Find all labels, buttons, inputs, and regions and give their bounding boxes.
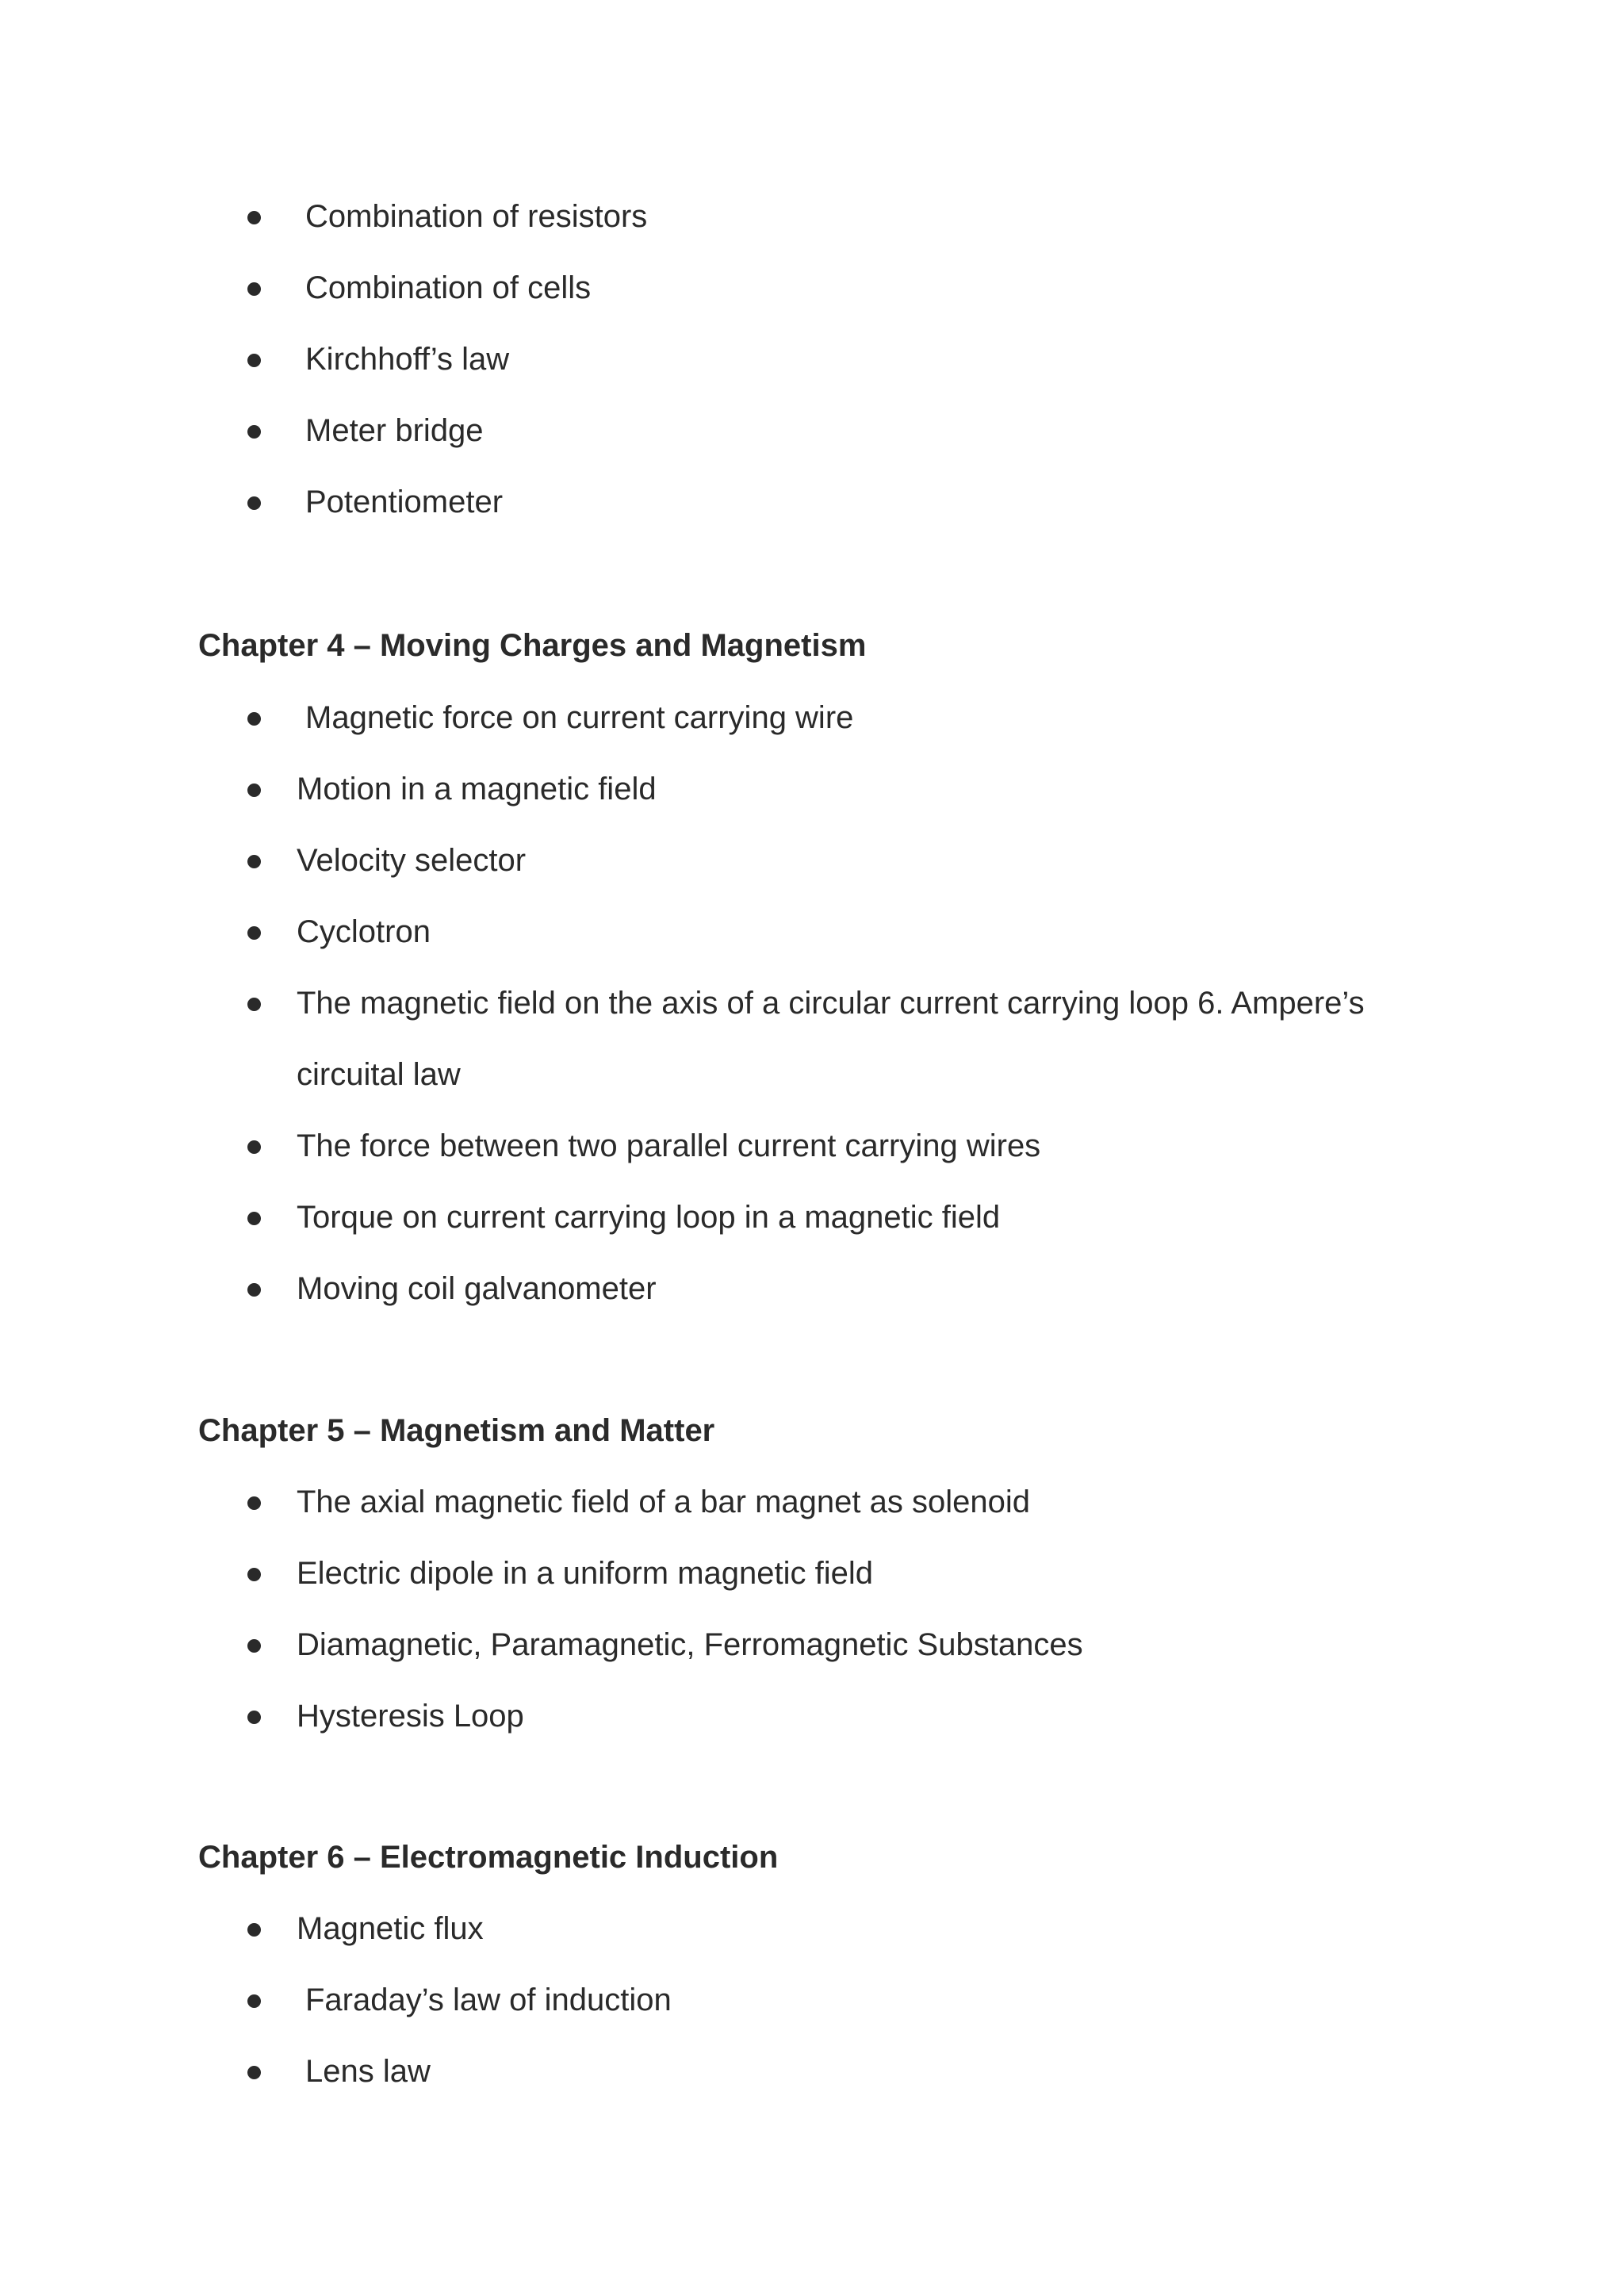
chapter-5-heading: Chapter 5 – Magnetism and Matter [198,1413,715,1448]
chapter-5-topic-list [0,1466,1624,1752]
list-item [0,1538,1624,1609]
list-item [0,1110,1624,1182]
bullet-icon [247,1639,261,1653]
list-item-text: The force between two parallel current carrying wires [297,1128,1041,1163]
list-item-text: Kirchhoff’s law [305,342,510,377]
bullet-icon [247,2066,261,2079]
bullet-icon [247,211,261,224]
chapter-4-heading: Chapter 4 – Moving Charges and Magnetism [198,628,867,663]
list-item-text: Magnetic flux [297,1911,484,1946]
list-item [0,1253,1624,1324]
list-item-text: Meter bridge [305,413,484,448]
bullet-icon [247,712,261,726]
bullet-icon [247,496,261,510]
bullet-icon [247,998,261,1011]
bullet-icon [247,1994,261,2008]
list-item [0,1609,1624,1680]
chapter-6-heading: Chapter 6 – Electromagnetic Induction [198,1840,779,1875]
list-item-text: Potentiometer [305,485,504,519]
list-item [0,2036,1624,2107]
list-item-text: Moving coil galvanometer [297,1271,657,1306]
list-item-text: Torque on current carrying loop in a magnetic field [297,1200,1001,1235]
list-item-text: The axial magnetic field of a bar magnet as solenoid [297,1485,1030,1519]
chapter-6-topic-list [0,1893,1624,2107]
bullet-icon [247,1283,261,1297]
list-item [0,466,1624,538]
list-item [0,1893,1624,1964]
bullet-icon [247,1568,261,1581]
topic-list-continued [0,181,1624,538]
bullet-icon [247,1212,261,1225]
bullet-icon [247,1711,261,1724]
list-item [0,1964,1624,2036]
bullet-icon [247,926,261,940]
list-item-text: Cyclotron [297,914,431,949]
chapter-4-topic-list [0,682,1624,1324]
list-item [0,181,1624,252]
list-item-text: Velocity selector [297,843,527,878]
list-item [0,1680,1624,1752]
list-item [0,967,1624,1110]
list-item [0,1466,1624,1538]
list-item [0,753,1624,825]
list-item [0,395,1624,466]
bullet-icon [247,1923,261,1937]
list-item-text: Hysteresis Loop [297,1699,524,1734]
bullet-icon [247,1140,261,1154]
list-item-text: Motion in a magnetic field [297,772,657,807]
list-item-text: Electric dipole in a uniform magnetic field [297,1556,874,1591]
list-item [0,1182,1624,1253]
list-item-text: Diamagnetic, Paramagnetic, Ferromagnetic Substances [297,1627,1083,1662]
list-item [0,825,1624,896]
list-item [0,252,1624,324]
list-item-text: Combination of resistors [305,199,648,234]
list-item-text: The magnetic field on the axis of a circular current carrying loop 6. Ampere’s circuital law [297,986,1365,1092]
list-item-text: Combination of cells [305,270,592,305]
list-item [0,896,1624,967]
bullet-icon [247,425,261,439]
bullet-icon [247,354,261,367]
list-item-text: Lens law [305,2054,431,2089]
bullet-icon [247,784,261,797]
bullet-icon [247,282,261,296]
list-item [0,682,1624,753]
list-item-text: Magnetic force on current carrying wire [305,700,854,735]
bullet-icon [247,1496,261,1510]
list-item-text: Faraday’s law of induction [305,1983,672,2017]
bullet-icon [247,855,261,868]
list-item [0,324,1624,395]
